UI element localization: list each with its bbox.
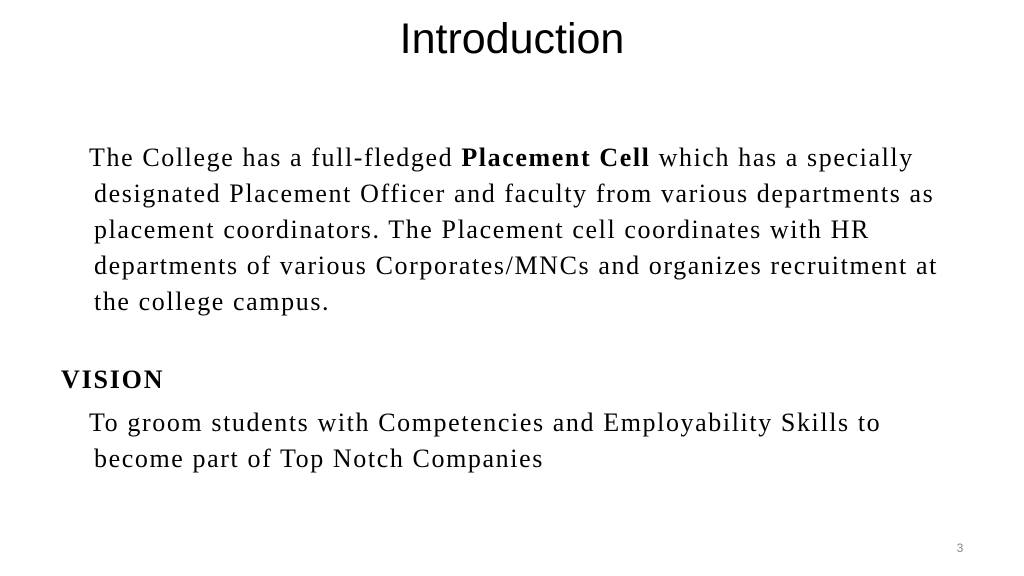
intro-text-start: The College has a full-fledged bbox=[89, 143, 462, 172]
vision-paragraph: To groom students with Competencies and Employability Skills to become part of Top Notch Companies bbox=[89, 408, 882, 473]
vision-heading: VISION bbox=[61, 365, 165, 394]
intro-paragraph bbox=[89, 140, 962, 320]
placement-cell-emphasis: Placement Cell bbox=[461, 143, 651, 172]
slide-title: Introduction bbox=[399, 15, 625, 63]
page-number: 3 bbox=[956, 541, 964, 555]
intro-text-end: which has a specially designated Placement Officer and faculty from various departments as placement coordinators. The Placement cell coordinates with HR departments of various Corporates/MNCs and organizes recruitment at the college campus. bbox=[94, 143, 938, 316]
